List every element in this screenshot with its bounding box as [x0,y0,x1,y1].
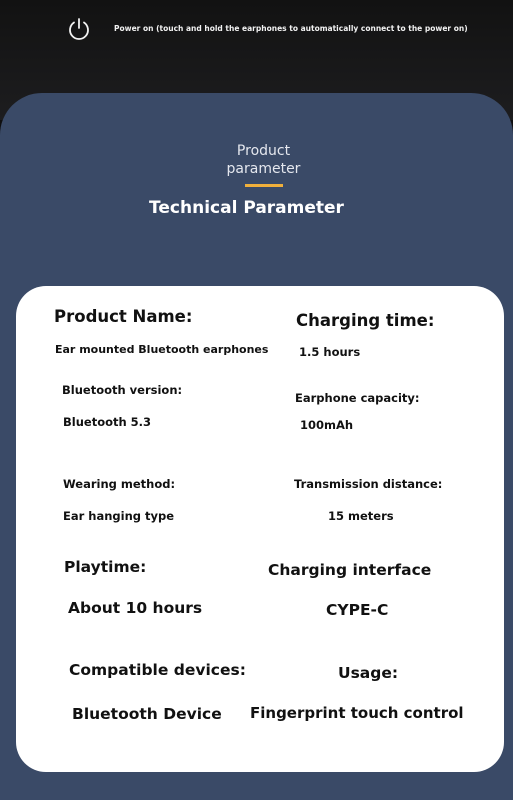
playtime-value: About 10 hours [68,599,203,617]
parameter-card [16,286,504,772]
charging-time-label: Charging time: [296,311,435,330]
product-name-label: Product Name: [54,307,193,326]
wearing-method-label: Wearing method: [63,477,176,491]
compatible-devices-value: Bluetooth Device [72,705,222,723]
section-subtitle [0,142,513,178]
usage-label: Usage: [338,664,399,682]
bluetooth-version-value: Bluetooth 5.3 [63,415,152,429]
product-name-value: Ear mounted Bluetooth earphones [55,343,269,356]
earphone-capacity-label: Earphone capacity: [295,391,420,405]
charging-interface-label: Charging interface [268,561,432,579]
wearing-method-value: Ear hanging type [63,509,175,523]
transmission-distance-label: Transmission distance: [294,477,443,491]
transmission-distance-value: 15 meters [328,509,394,523]
usage-value: Fingerprint touch control [250,704,464,722]
section-subtitle-line2: parameter [226,161,301,177]
compatible-devices-label: Compatible devices: [69,661,246,679]
charging-interface-value: CYPE-C [326,601,389,619]
charging-time-value: 1.5 hours [299,345,361,359]
section-title: Technical Parameter [149,198,344,218]
earphone-capacity-value: 100mAh [300,418,354,432]
accent-underline [245,184,283,187]
power-icon [66,16,92,42]
bluetooth-version-label: Bluetooth version: [62,383,183,397]
section-subtitle-line1: Product [236,143,291,159]
playtime-label: Playtime: [64,558,147,576]
power-on-instruction: Power on (touch and hold the earphones to automatically connect to the power on) [114,24,468,33]
